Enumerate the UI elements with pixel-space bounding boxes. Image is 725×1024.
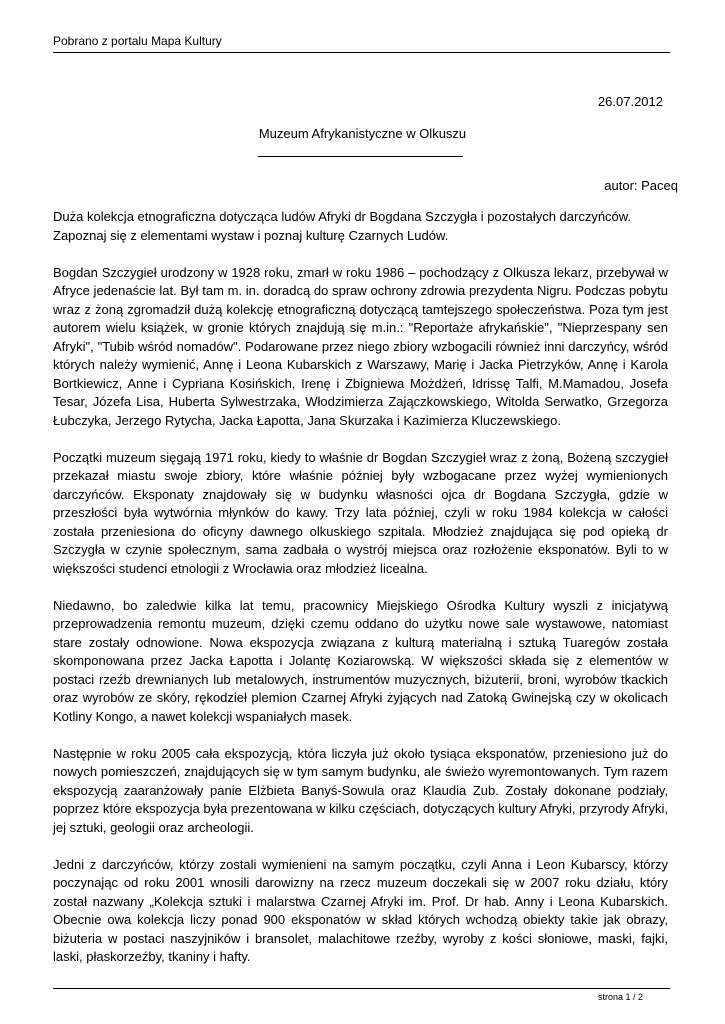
article-paragraph: Następnie w roku 2005 cała ekspozycją, która liczyła już około tysiąca eksponatów, przeniesiono już do nowych pomieszczeń, znajdujących się w tym samym budynku, ale świeżo wyremontowanych. Tym razem ekspozycją zaaranżowały panie Elżbieta Banyś-Sowula oraz Klaudia Zub. Zostały dokonane podziały, poprzez które ekspozycja była prezentowana w kilku częściach, dotyczących kultury Afryki, przyrody Afryki, jej sztuki, geologii oraz archeologii. xyxy=(53,745,668,835)
article-date: 26.07.2012 xyxy=(597,94,663,109)
page-number: strona 1 / 2 xyxy=(597,992,643,1002)
page-header-source: Pobrano z portalu Mapa Kultury xyxy=(53,34,222,48)
article-paragraph: Jedni z darczyńców, którzy zostali wymienieni na samym początku, czyli Anna i Leon Kubarscy, którzy poczynając od roku 2001 wnosili darowizny na rzecz muzeum doczekali się w 2007 roku działu, który został nazwany „Kolekcja sztuki i malarstwa Czarnej Afryki im. Prof. Dr hab. Anny i Leona Kubarskich. Obecnie owa kolekcja liczy ponad 900 eksponatów w skład których wchodzą obiekty takie jak obrazy, biżuteria w postaci naszyjników i bransolet, malachitowe rzeźby, wyroby z kości słoniowe, maski, fajki, laski, płaskorzeźby, tkaniny i hafty. xyxy=(53,856,668,964)
header-divider xyxy=(53,52,670,53)
article-author: autor: Paceq xyxy=(604,178,678,193)
article-body xyxy=(53,208,668,985)
article-title: Muzeum Afrykanistyczne w Olkuszu xyxy=(258,126,467,141)
article-paragraph: Bogdan Szczygieł urodzony w 1928 roku, zmarł w roku 1986 – pochodzący z Olkusza lekarz, przebywał w Afryce jedenaście lat. Był tam m. in. doradcą do spraw ochrony zdrowia prezydenta Nigru. Podczas pobytu wraz z żoną zgromadził dużą kolekcję etnograficzną dotyczącą tamtejszego społeczeństwa. Poza tym jest autorem wielu książek, w gronie których znajdują się m.in.: "Reportaże afrykańskie", "Nieprzespany sen Afryki", "Tubib wśród nomadów". Podarowane przez niego zbiory wzbogacili również inni darczyńcy, wśród których należy wymienić, Annę i Leona Kubarskich z Warszawy, Marię i Jacka Pietrzyków, Annę i Karola Bortkiewicz, Anne i Cypriana Kosińskich, Irenę i Zbigniewa Możdżeń, Idrissę Talfi, M.Mamadou, Josefa Tesar, Józefa Lisa, Huberta Sylwestrzaka, Włodzimierza Zajączkowskiego, Witolda Serwatko, Grzegorza Łubczyka, Jerzego Rytycha, Jacka Łapotta, Jana Skurzaka i Kazimierza Kluczewskiego. xyxy=(53,264,668,428)
footer-divider xyxy=(53,988,670,989)
article-paragraph: Początki muzeum sięgają 1971 roku, kiedy to właśnie dr Bogdan Szczygieł wraz z żoną, Bożeną szczygieł przekazał miastu swoje zbiory, które właśnie później były wzbogacane przez wyżej wymienionych darczyńców. Eksponaty znajdowały się w budynku własności ojca dr Bogdana Szczygła, gdzie w przeszłości była wytwórnia młynków do kawy. Trzy lata później, czyli w roku 1984 kolekcja w całości została przeniesiona do oficyny dawnego olkuskiego szpitala. Młodzież znajdująca się pod opieką dr Szczygła w czynie społecznym, sama zadbała o wystrój miejsca oraz rozłożenie eksponatów. Byli to w większości studenci etnologii z Wrocławia oraz młodzież licealna. xyxy=(53,449,668,576)
article-paragraph: Niedawno, bo zaledwie kilka lat temu, pracownicy Miejskiego Ośrodka Kultury wyszli z inicjatywą przeprowadzenia remontu muzeum, dzięki czemu oddano do użytku nowe sale wystawowe, natomiast stare zostały odnowione. Nowa ekspozycja związana z kulturą materialną i sztuką Tuaregów została skomponowana przez Jacka Łapotta i Jolantę Koziarowską. W większości składa się z elementów w postaci rzeźb drewnianych lub metalowych, instrumentów muzycznych, biżuterii, broni, wyrobów tkackich oraz wyrobów ze skóry, rękodzieł plemion Czarnej Afryki żyjących nad Zatoką Gwinejską czy w okolicach Kotliny Kongo, a nawet kolekcji wspaniałych masek. xyxy=(53,597,668,724)
article-paragraph-lead: Duża kolekcja etnograficzna dotycząca ludów Afryki dr Bogdana Szczygła i pozostałych darczyńców. Zapoznaj się z elementami wystaw i poznaj kulturę Czarnych Ludów. xyxy=(53,209,632,243)
title-underline xyxy=(258,156,463,157)
